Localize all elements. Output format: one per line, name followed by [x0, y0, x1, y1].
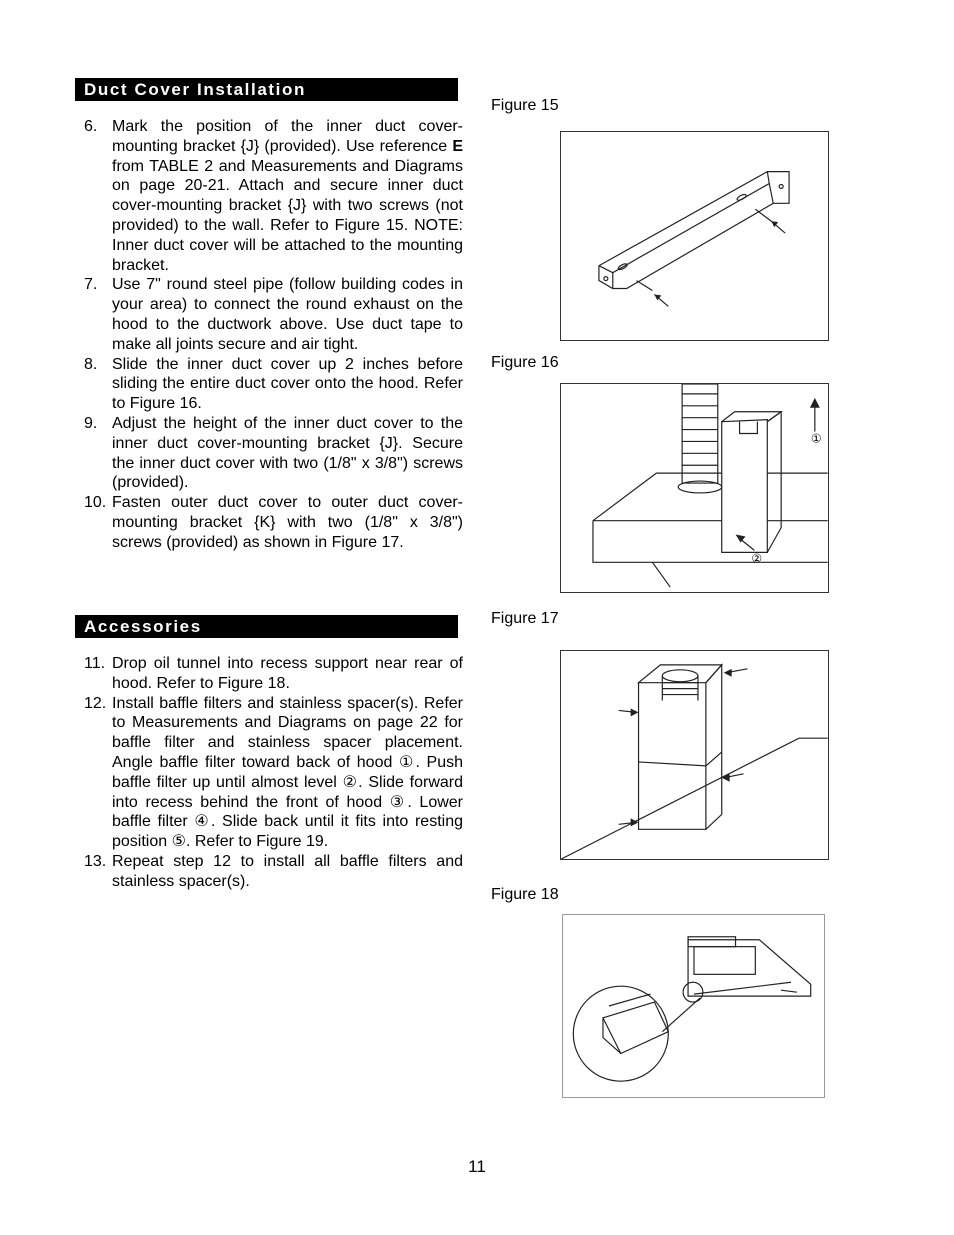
section-header-accessories: Accessories: [75, 615, 458, 638]
figure-15-label: Figure 15: [491, 97, 559, 114]
duct-cover-slide-illustration: [561, 384, 828, 592]
figure-15-image: [560, 131, 829, 341]
figure-16-label: Figure 16: [491, 354, 559, 371]
step-13: [84, 852, 463, 892]
step-number: 9.: [84, 414, 98, 432]
step-10: [84, 493, 463, 552]
step-text: Repeat step 12 to install all baffle filters and stainless spacer(s).: [112, 852, 463, 890]
step-text: Install baffle filters and stainless spacer(s). Refer to Measurements and Diagrams on page 22 for baffle filter and stainless spacer placement. Angle baffle filter toward back of hood ①. Push baffle filter up until almost level ②. Slide forward into recess behind the front of hood ③. Lower baffle filter ④. Slide back until it fits into resting position ⑤. Refer to Figure 19.: [112, 694, 463, 851]
step-9: [84, 414, 463, 493]
reference-letter: E: [452, 137, 463, 155]
step-text: Adjust the height of the inner duct cover to the inner duct cover-mounting bracket {J}. Secure the inner duct cover with two (1/8" x 3/8") screws (provided).: [112, 414, 463, 492]
step-text: Use 7" round steel pipe (follow building codes in your area) to connect the round exhaust on the hood to the ductwork above. Use duct tape to make all joints secure and air tight.: [112, 276, 463, 353]
step-number: 11.: [84, 655, 106, 672]
duct-cover-steps: [84, 117, 463, 553]
accessories-steps: [84, 654, 463, 892]
page-number: 11: [468, 1157, 486, 1176]
step-11: [84, 654, 463, 694]
step-marker-2: ②: [751, 551, 763, 566]
step-8: [84, 355, 463, 414]
step-12: [84, 694, 463, 852]
step-number: 7.: [84, 276, 98, 294]
section-header-duct-cover: Duct Cover Installation: [75, 78, 458, 101]
outer-duct-cover-illustration: [561, 651, 828, 859]
figure-18-image: [562, 914, 825, 1098]
step-text: Slide the inner duct cover up 2 inches before sliding the entire duct cover onto the hood. Refer to Figure 16.: [112, 355, 463, 413]
step-text: Mark the position of the inner duct cover-mounting bracket {J} (provided). Use reference E from TABLE 2 and Measurements and Diagrams on page 20-21. Attach and secure inner duct cover-mounting bracket {J} with two screws (not provided) to the wall. Refer to Figure 15. NOTE: Inner duct cover will be attached to the mounting bracket.: [112, 118, 463, 274]
step-6: [84, 117, 463, 275]
mounting-bracket-illustration: [561, 132, 828, 340]
step-number: 13.: [84, 852, 107, 870]
figure-17-image: [560, 650, 829, 860]
step-number: 8.: [84, 355, 98, 373]
step-number: 12.: [84, 694, 107, 712]
step-number: 10.: [84, 494, 107, 512]
figure-17-label: Figure 17: [491, 610, 559, 627]
oil-tunnel-illustration: [563, 915, 824, 1097]
step-7: [84, 275, 463, 354]
figure-16-image: [560, 383, 829, 593]
step-text: Drop oil tunnel into recess support near rear of hood. Refer to Figure 18.: [112, 655, 463, 692]
step-marker-1: ①: [810, 431, 822, 446]
step-number: 6.: [84, 118, 98, 135]
figure-18-label: Figure 18: [491, 886, 559, 903]
step-text: Fasten outer duct cover to outer duct cover-mounting bracket {K} with two (1/8" x 3/8") screws (provided) as shown in Figure 17.: [112, 494, 463, 551]
